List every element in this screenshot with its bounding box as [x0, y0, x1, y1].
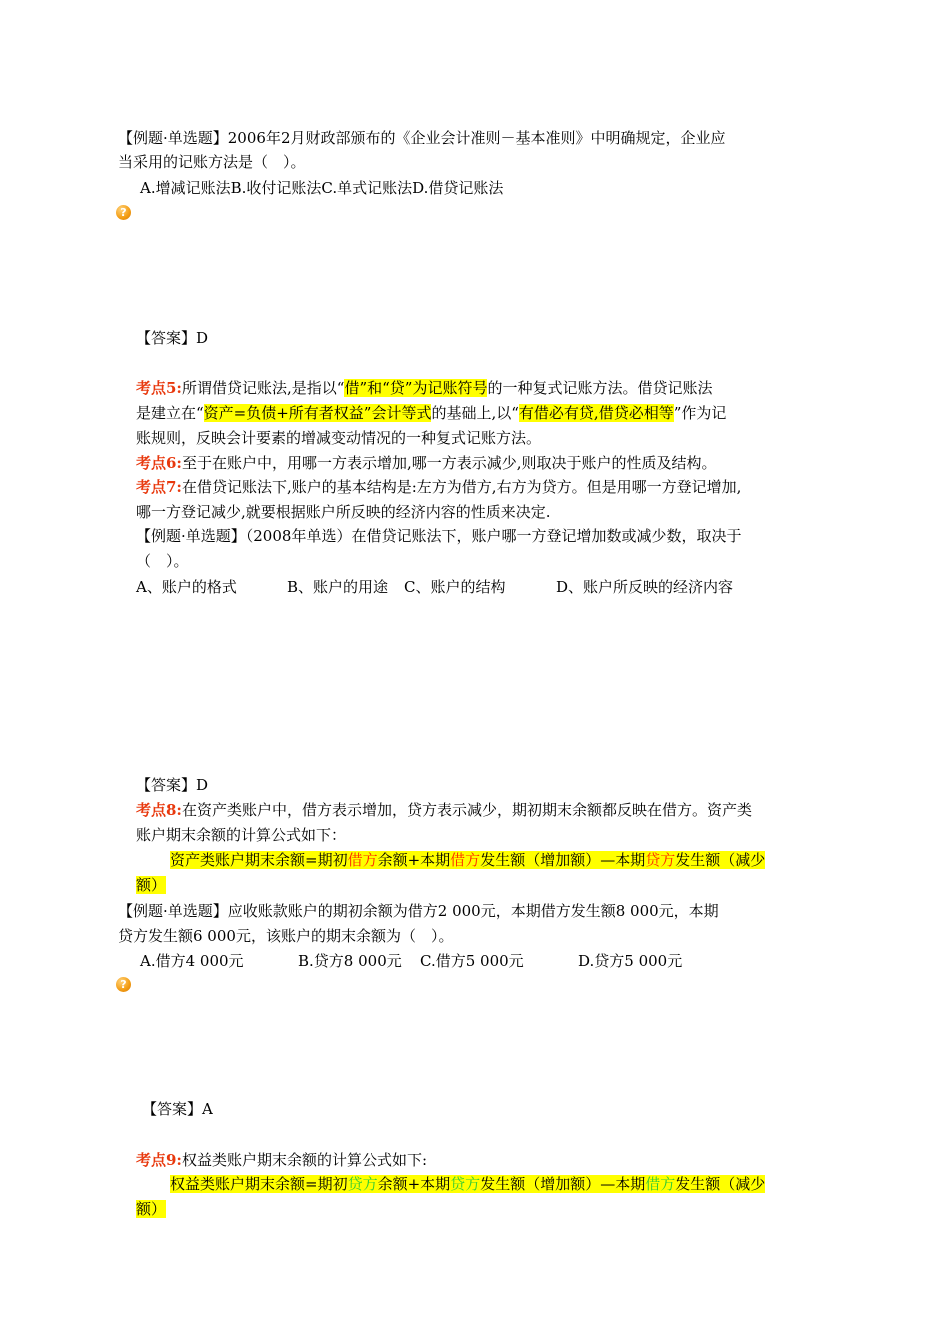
kp8-text: 在资产类账户中，借方表示增加，贷方表示减少，期初期末余额都反映在借方。资产类 [181, 801, 752, 819]
kp8-formula-line2 [136, 873, 166, 897]
kp9-label: 考点9: [136, 1151, 182, 1169]
q3-option-b: B.贷方8 000元 [298, 952, 402, 970]
kp7-text: 在借贷记账法下,账户的基本结构是:左方为借方,右方为贷方。但是用哪一方登记增加, [181, 478, 742, 496]
q2-stem-line2: （ ）。 [136, 552, 189, 570]
kp9-formula: 权益类账户期末余额=期初贷方余额+本期贷方发生额（增加额）—本期借方发生额（减少 [170, 1175, 766, 1193]
q3-option-d: D.贷方5 000元 [578, 952, 683, 970]
kp8-formula-end: 额） [136, 876, 167, 894]
q2-stem-line1: 【例题·单选题】（2008年单选）在借贷记账法下，账户哪一方登记增加数或减少数，取决于 [136, 527, 742, 545]
kp5-text: 的基础上,以“ [431, 404, 519, 422]
kp9-formula-end: 额） [136, 1200, 167, 1218]
kp6-text: 至于在账户中，用哪一方表示增加,哪一方表示减少,则取决于账户的性质及结构。 [181, 454, 717, 472]
q1-answer: 【答案】D [136, 329, 209, 347]
q3-option-c: C.借方5 000元 [420, 952, 524, 970]
kp5-highlight-symbols: 借”和“贷”为记账符号 [344, 379, 488, 397]
kp5-text: 的一种复式记账方法。借贷记账法 [487, 379, 713, 397]
kp5-text: ”作为记 [673, 404, 727, 422]
kp5-highlight-rule: 有借必有贷,借贷必相等 [518, 404, 674, 422]
q2-option-c: C、账户的结构 [404, 578, 506, 596]
q3-option-a: A.借方4 000元 [140, 952, 244, 970]
kp5-line2 [136, 401, 726, 425]
q3-stem-line2: 贷方发生额6 000元，该账户的期末余额为（ ）。 [118, 927, 454, 945]
q1-options: A.增减记账法B.收付记账法C.单式记账法D.借贷记账法 [140, 179, 504, 197]
q2-answer: 【答案】D [136, 776, 209, 794]
kp9-formula-line1 [170, 1172, 765, 1196]
kp7-line1 [136, 475, 741, 499]
kp9-line1 [136, 1148, 427, 1172]
kp5-line1 [136, 376, 712, 400]
q3-stem-line1: 【例题·单选题】应收账款账户的期初余额为借方2 000元，本期借方发生额8 000元，本期 [118, 902, 719, 920]
kp7-label: 考点7: [136, 478, 182, 496]
help-icon[interactable] [116, 977, 131, 992]
q2-option-a: A、账户的格式 [136, 578, 237, 596]
q2-option-d: D、账户所反映的经济内容 [556, 578, 734, 596]
q3-answer: 【答案】A [142, 1100, 213, 1118]
kp5-text: 所谓借贷记账法,是指以“ [181, 379, 345, 397]
q2-option-b: B、账户的用途 [287, 578, 389, 596]
kp5-text: 是建立在“ [136, 404, 204, 422]
kp8-line2: 账户期末余额的计算公式如下： [136, 826, 347, 844]
kp6-label: 考点6: [136, 454, 182, 472]
q1-stem-line1: 【例题·单选题】2006年2月财政部颁布的《企业会计准则－基本准则》中明确规定，企业应 [118, 129, 726, 147]
q1-stem-line2: 当采用的记账方法是（ ）。 [118, 153, 306, 171]
kp9-formula-line2 [136, 1197, 166, 1221]
kp9-text: 权益类账户期末余额的计算公式如下: [181, 1151, 428, 1169]
kp8-label: 考点8: [136, 801, 182, 819]
kp6-line [136, 451, 717, 475]
kp8-formula: 资产类账户期末余额=期初借方余额+本期借方发生额（增加额）—本期贷方发生额（减少 [170, 851, 766, 869]
kp5-label: 考点5: [136, 379, 182, 397]
help-icon[interactable] [116, 205, 131, 220]
kp8-formula-line1 [170, 848, 765, 872]
kp8-line1 [136, 798, 752, 822]
kp5-highlight-equation: 资产=负债+所有者权益”会计等式 [203, 404, 432, 422]
kp5-line3: 账规则，反映会计要素的增减变动情况的一种复式记账方法。 [136, 429, 542, 447]
kp7-line2: 哪一方登记减少,就要根据账户所反映的经济内容的性质来决定. [136, 503, 551, 521]
